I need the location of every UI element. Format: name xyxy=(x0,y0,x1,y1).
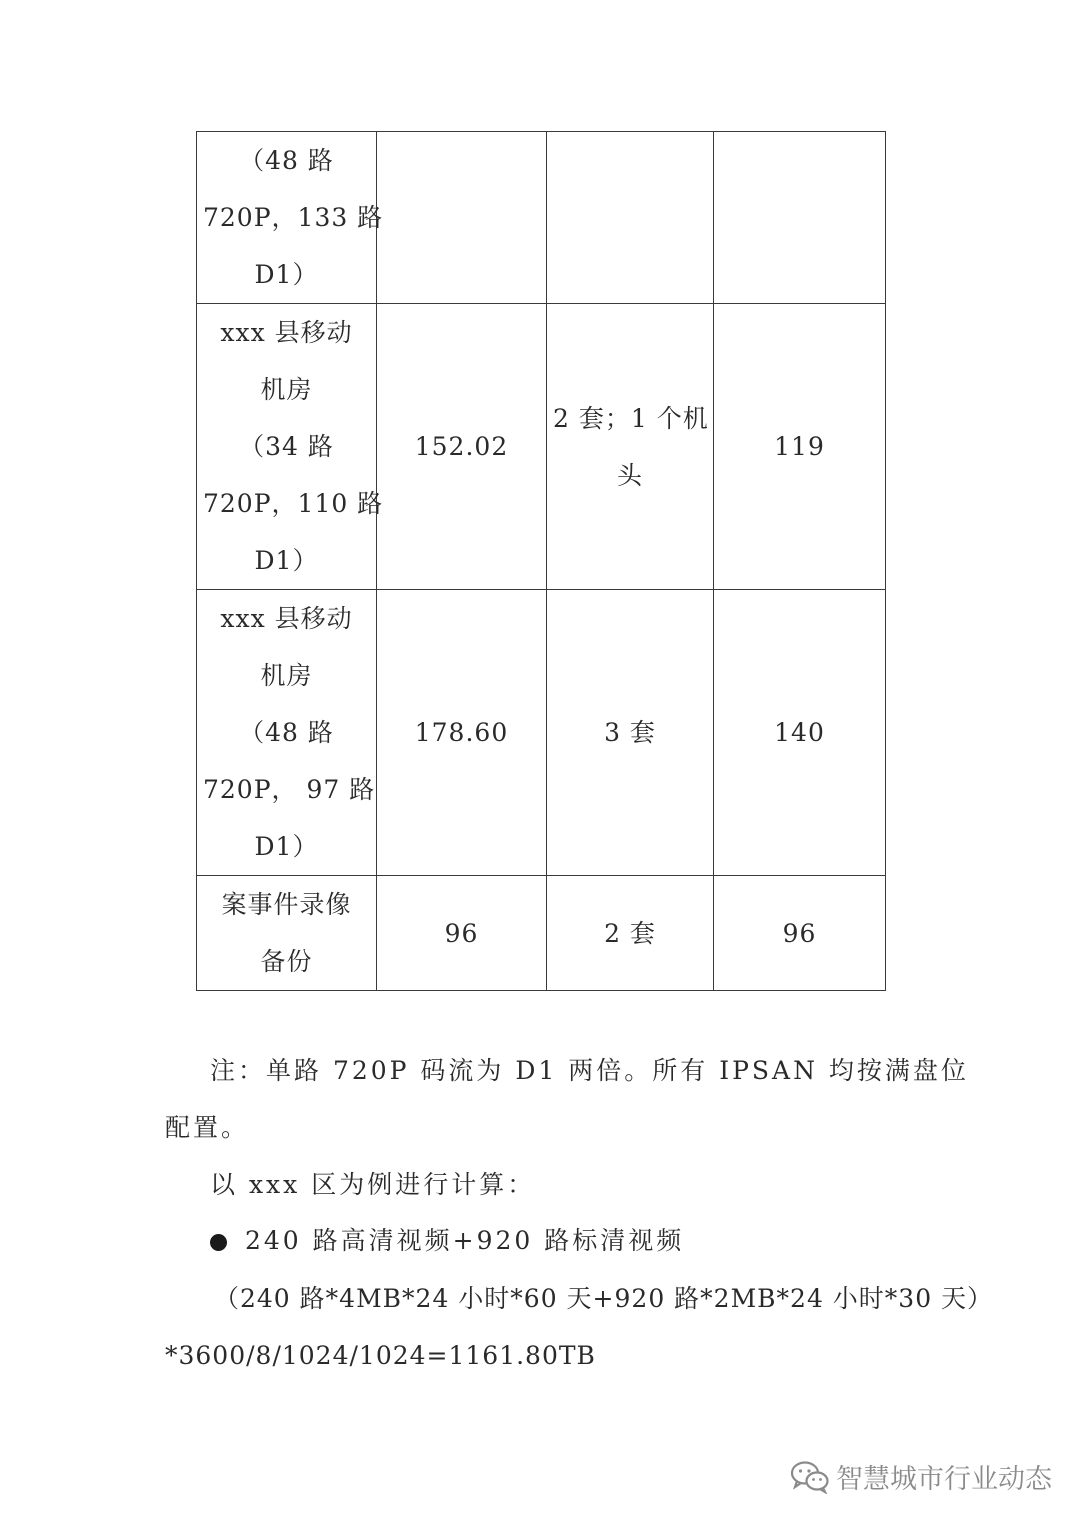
location-cell: xxx 县移动 机房 （48 路 720P， 97 路 D1） xyxy=(197,590,377,876)
watermark-text: 智慧城市行业动态 xyxy=(836,1464,1052,1495)
value-cell: 119 xyxy=(714,304,886,590)
note-line: 注：单路 720P 码流为 D1 两倍。所有 IPSAN 均按满盘位 xyxy=(210,1056,969,1085)
note-line: 配置。 xyxy=(165,1113,250,1142)
units-cell: 2 套 xyxy=(547,876,714,991)
bullet-text: 240 路高清视频+920 路标清视频 xyxy=(245,1226,685,1255)
capacity-cell: 96 xyxy=(377,876,547,991)
table-row xyxy=(197,876,886,991)
bullet-icon xyxy=(210,1234,227,1251)
location-cell: 案事件录像 备份 xyxy=(197,876,377,991)
table-row xyxy=(197,304,886,590)
capacity-cell: 178.60 xyxy=(377,590,547,876)
location-cell: （48 路 720P，133 路 D1） xyxy=(197,132,377,304)
watermark xyxy=(790,1457,1052,1496)
location-cell: xxx 县移动 机房 （34 路 720P，110 路 D1） xyxy=(197,304,377,590)
wechat-icon xyxy=(790,1460,830,1494)
formula-line: （240 路*4MB*24 小时*60 天+920 路*2MB*24 小时*30 天） xyxy=(214,1284,994,1313)
capacity-cell: 152.02 xyxy=(377,304,547,590)
units-cell xyxy=(547,132,714,304)
storage-table xyxy=(196,131,886,991)
value-cell: 140 xyxy=(714,590,886,876)
example-intro: 以 xxx 区为例进行计算： xyxy=(210,1170,536,1199)
value-cell: 96 xyxy=(714,876,886,991)
capacity-cell xyxy=(377,132,547,304)
bullet-item xyxy=(210,1212,684,1269)
value-cell xyxy=(714,132,886,304)
table-row xyxy=(197,132,886,304)
units-cell: 3 套 xyxy=(547,590,714,876)
formula-line: *3600/8/1024/1024=1161.80TB xyxy=(165,1341,596,1370)
table-row xyxy=(197,590,886,876)
units-cell: 2 套；1 个机 头 xyxy=(547,304,714,590)
